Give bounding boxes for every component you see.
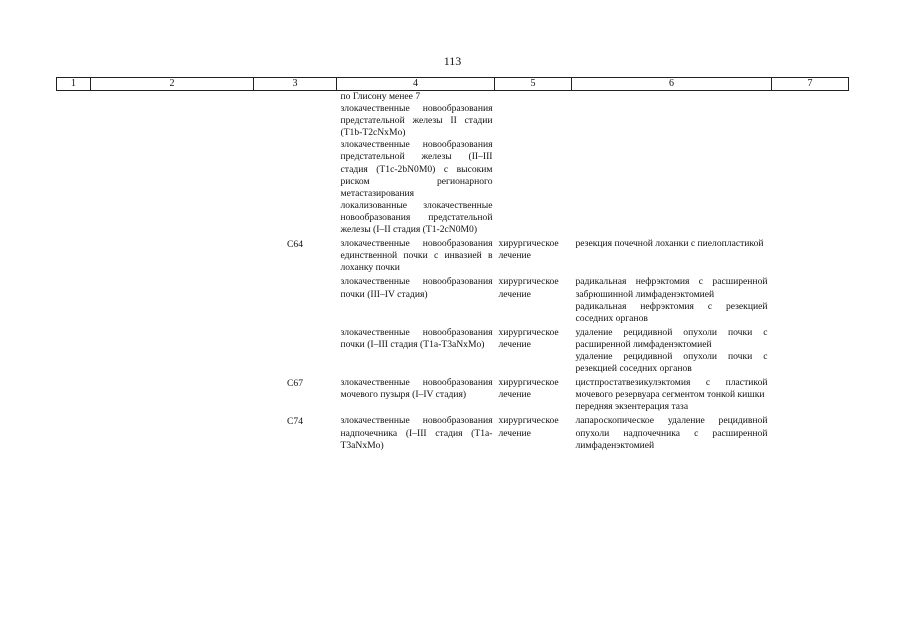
method-text: удаление рецидивной опухоли почки с резекцией соседних органов bbox=[575, 350, 768, 375]
code-cell: C64 bbox=[287, 239, 303, 251]
diagnosis-cell: злокачественные новообразования надпочечника (I–III стадия (T1a-T3aNxMo) bbox=[340, 415, 493, 451]
method-cell bbox=[572, 236, 772, 274]
medical-care-table bbox=[56, 77, 849, 452]
treatment-type-cell: хирургическое лечение bbox=[498, 238, 559, 262]
column-number: 6 bbox=[572, 78, 772, 91]
page-number: 113 bbox=[443, 54, 462, 68]
method-text: цистпростатвезикулэктомия с пластикой мочевого резервуара сегментом тонкой кишки bbox=[575, 377, 768, 401]
treatment-type-cell: хирургическое лечение bbox=[498, 377, 559, 401]
method-cell bbox=[572, 274, 772, 324]
method-cell bbox=[572, 375, 772, 413]
column-number: 4 bbox=[337, 78, 495, 91]
code-cell bbox=[254, 325, 337, 375]
column-number: 7 bbox=[772, 78, 849, 91]
treatment-type-cell: хирургическое лечение bbox=[498, 415, 559, 439]
code-cell: C74 bbox=[287, 416, 303, 428]
method-cell bbox=[572, 413, 772, 451]
method-text: резекция почечной лоханки с пиелопластикой bbox=[575, 238, 764, 250]
table-row bbox=[57, 236, 849, 274]
table-row bbox=[57, 274, 849, 324]
method-text: передняя экзентерация таза bbox=[575, 401, 689, 413]
diagnosis-text: злокачественные новообразования предстательной железы II стадии (T1b-T2cNxMo) bbox=[340, 103, 493, 139]
column-number: 2 bbox=[91, 78, 254, 91]
diagnosis-cell: злокачественные новообразования мочевого пузыря (I–IV стадия) bbox=[340, 377, 493, 401]
continuation-row bbox=[57, 91, 849, 237]
diagnosis-text: злокачественные новообразования предстательной железы (II–III стадия (T1c-2bN0M0) с высоким риском регионарного метастазирования bbox=[340, 139, 493, 199]
table-row bbox=[57, 413, 849, 451]
diagnosis-cell: злокачественные новообразования почки (III–IV стадия) bbox=[340, 276, 493, 300]
code-cell: C67 bbox=[287, 378, 303, 390]
column-number-row bbox=[57, 78, 849, 91]
code-cell bbox=[254, 274, 337, 324]
table-row bbox=[57, 375, 849, 413]
method-text: удаление рецидивной опухоли почки с расширенной лимфаденэктомией bbox=[575, 326, 768, 350]
treatment-type-cell: хирургическое лечение bbox=[498, 326, 559, 350]
method-text: радикальная нефрэктомия с резекцией соседних органов bbox=[575, 300, 768, 324]
diagnosis-text: локализованные злокачественные новообразования предстательной железы (I–II стадия (T1-2cN0M0) bbox=[340, 199, 493, 236]
diagnosis-cell bbox=[337, 91, 495, 237]
table-row bbox=[57, 325, 849, 375]
diagnosis-cell: злокачественные новообразования почки (I–III стадия (T1a-T3aNxMo) bbox=[340, 326, 493, 350]
column-number: 1 bbox=[57, 78, 91, 91]
method-cell bbox=[572, 325, 772, 375]
column-number: 5 bbox=[495, 78, 572, 91]
treatment-type-cell: хирургическое лечение bbox=[498, 276, 559, 300]
method-text: радикальная нефрэктомия с расширенной забрюшинной лимфаденэктомией bbox=[575, 276, 768, 300]
diagnosis-text: по Глисону менее 7 bbox=[340, 91, 421, 102]
column-number: 3 bbox=[254, 78, 337, 91]
diagnosis-cell: злокачественные новообразования единственной почки с инвазией в лоханку почки bbox=[340, 238, 493, 274]
method-text: лапароскопическое удаление рецидивной опухоли надпочечника с расширенной лимфаденэктомией bbox=[575, 415, 768, 451]
